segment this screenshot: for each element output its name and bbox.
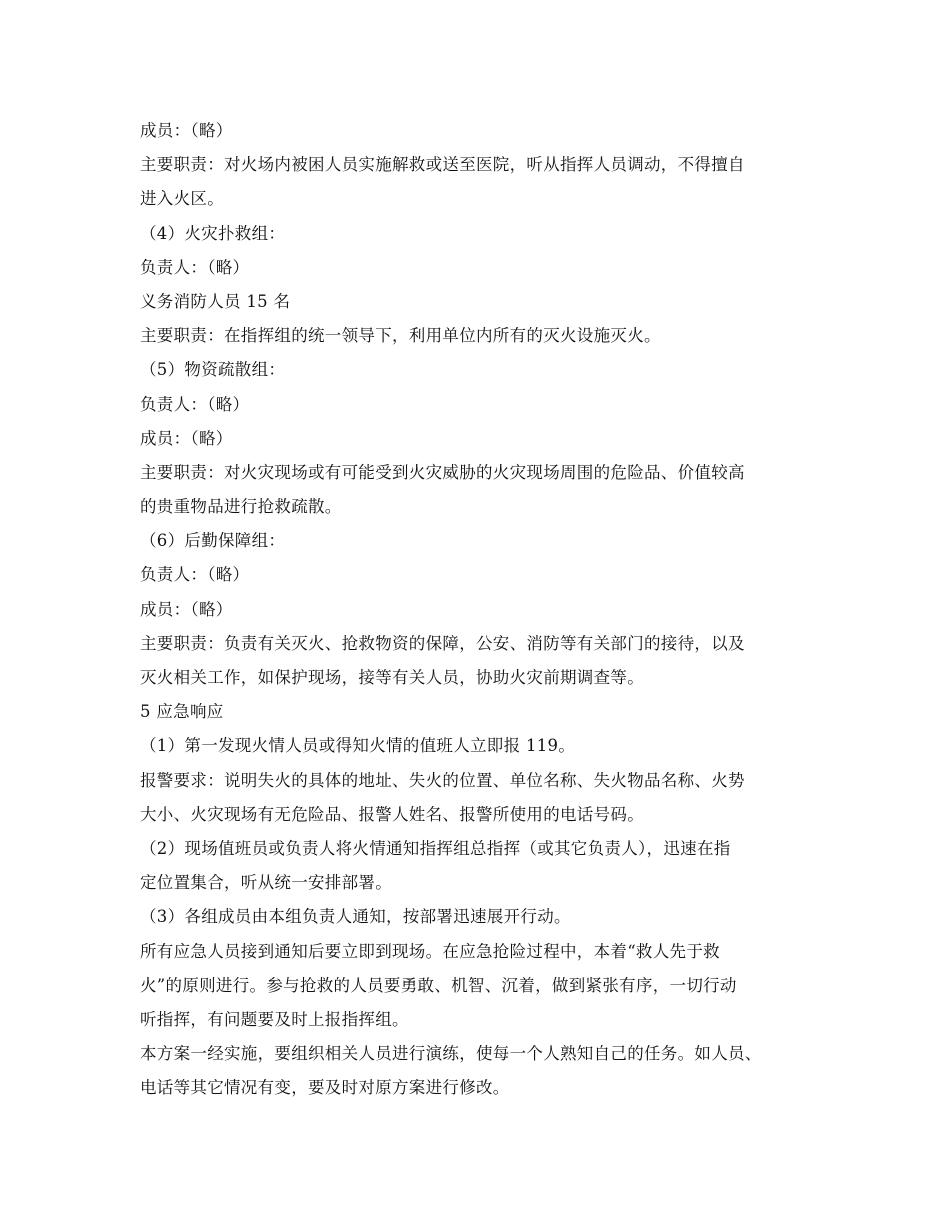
section-heading-evacuation: （5）物资疏散组： [140, 360, 286, 380]
text-line-duty-evacuation-cont: 的贵重物品进行抢救疏散。 [140, 497, 342, 517]
text-line-leader-evacuation: 负责人：（略） [140, 394, 250, 414]
section-heading-firefighting: （4）火灾扑救组： [140, 223, 286, 243]
text-line-step-2-cont: 定位置集合，听从统一安排部署。 [140, 873, 392, 893]
text-line-all-personnel-cont-1: 火”的原则进行。参与抢救的人员要勇敢、机智、沉着，做到紧张有序，一切行动 [140, 975, 737, 995]
text-line-plan-implementation-cont: 电话等其它情况有变，要及时对原方案进行修改。 [140, 1078, 510, 1098]
text-line-step-2: （2）现场值班员或负责人将火情通知指挥组总指挥（或其它负责人），迅速在指 [140, 838, 731, 858]
text-line-volunteers: 义务消防人员 15 名 [140, 291, 291, 311]
section-heading-emergency-response: 5 应急响应 [140, 702, 224, 722]
text-line-duty-rescue-cont: 进入火区。 [140, 189, 224, 209]
text-line-members-evacuation: 成员：（略） [140, 428, 233, 448]
text-line-plan-implementation: 本方案一经实施，要组织相关人员进行演练，使每一个人熟知自己的任务。如人员、 [140, 1044, 762, 1064]
section-heading-logistics: （6）后勤保障组： [140, 531, 286, 551]
text-line-alarm-requirements-cont: 大小、火灾现场有无危险品、报警人姓名、报警所使用的电话号码。 [140, 804, 644, 824]
text-line-duty-evacuation: 主要职责：对火灾现场或有可能受到火灾威胁的火灾现场周围的危险品、价值较高 [140, 462, 745, 482]
text-line-duty-logistics: 主要职责：负责有关灭火、抢救物资的保障，公安、消防等有关部门的接待，以及 [140, 633, 745, 653]
text-line-leader-logistics: 负责人：（略） [140, 565, 250, 585]
text-line-members-logistics: 成员：（略） [140, 599, 233, 619]
text-line-all-personnel: 所有应急人员接到通知后要立即到现场。在应急抢险过程中，本着“救人先于救 [140, 941, 720, 961]
text-line-duty-logistics-cont: 灭火相关工作，如保护现场，接等有关人员，协助火灾前期调查等。 [140, 668, 644, 687]
text-line-leader-firefighting: 负责人：（略） [140, 257, 250, 277]
document-page [140, 118, 820, 1109]
text-line-alarm-requirements: 报警要求：说明失火的具体的地址、失火的位置、单位名称、失火物品名称、火势 [140, 770, 745, 790]
text-line-members-rescue: 成员：（略） [140, 121, 233, 140]
text-line-duty-firefighting: 主要职责：在指挥组的统一领导下，利用单位内所有的灭火设施灭火。 [140, 326, 661, 346]
text-line-all-personnel-cont-2: 听指挥，有问题要及时上报指挥组。 [140, 1009, 409, 1029]
text-line-duty-rescue: 主要职责：对火场内被困人员实施解救或送至医院，听从指挥人员调动，不得擅自 [140, 155, 745, 175]
text-line-step-1: （1）第一发现火情人员或得知火情的值班人立即报 119。 [140, 736, 576, 756]
text-line-step-3: （3）各组成员由本组负责人通知，按部署迅速展开行动。 [140, 907, 571, 927]
